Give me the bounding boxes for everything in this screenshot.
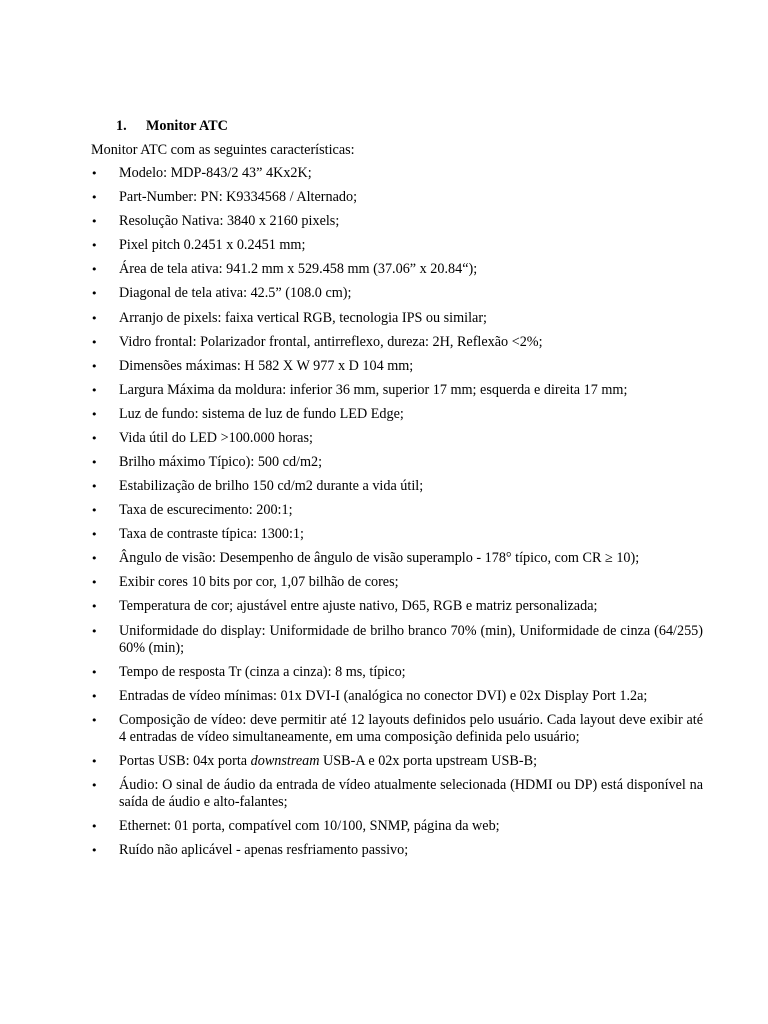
list-item (91, 261, 703, 278)
list-item (91, 237, 703, 254)
spec-text: Áudio: O sinal de áudio da entrada de vídeo atualmente selecionada (HDMI ou DP) está disponível na saída de áudio e alto-falantes; (119, 777, 703, 810)
list-item (91, 818, 703, 835)
list-item (91, 189, 703, 206)
bullet-icon: • (91, 755, 98, 768)
spec-text: Diagonal de tela ativa: 42.5” (108.0 cm); (119, 285, 352, 301)
bullet-icon: • (91, 714, 98, 727)
list-item (91, 777, 703, 811)
spec-text: Ângulo de visão: Desempenho de ângulo de visão superamplo - 178° típico, com CR ≥ 10); (119, 550, 640, 566)
bullet-icon: • (91, 384, 98, 397)
spec-text-usb (119, 753, 703, 770)
spec-text: Taxa de escurecimento: 200:1; (119, 502, 293, 518)
bullet-icon: • (91, 576, 98, 589)
list-item (91, 213, 703, 230)
bullet-icon: • (91, 552, 98, 565)
spec-text: Estabilização de brilho 150 cd/m2 durante a vida útil; (119, 478, 424, 494)
bullet-icon: • (91, 844, 98, 857)
list-item (91, 358, 703, 375)
list-item (91, 454, 703, 471)
bullet-icon: • (91, 480, 98, 493)
list-item (91, 310, 703, 327)
list-item (91, 688, 703, 705)
list-item (91, 430, 703, 447)
spec-text: Entradas de vídeo mínimas: 01x DVI-I (analógica no conector DVI) e 02x Display Port 1.2a; (119, 688, 648, 704)
bullet-icon: • (91, 263, 98, 276)
list-item (91, 574, 703, 591)
bullet-icon: • (91, 167, 98, 180)
spec-text: Resolução Nativa: 3840 x 2160 pixels; (119, 213, 340, 229)
spec-text: Uniformidade do display: Uniformidade de brilho branco 70% (min), Uniformidade de cinza (64/255) 60% (min); (119, 623, 703, 656)
spec-text: Taxa de contraste típica: 1300:1; (119, 526, 304, 542)
spec-text: Dimensões máximas: H 582 X W 977 x D 104 mm; (119, 358, 414, 374)
spec-text: Ruído não aplicável - apenas resfriamento passivo; (119, 842, 409, 858)
section-number: 1. (116, 118, 127, 134)
spec-text: Temperatura de cor; ajustável entre ajuste nativo, D65, RGB e matriz personalizada; (119, 598, 598, 614)
list-item (91, 334, 703, 351)
list-item (91, 598, 703, 615)
bullet-icon: • (91, 600, 98, 613)
bullet-icon: • (91, 779, 98, 792)
list-item (91, 712, 703, 746)
list-item (91, 478, 703, 495)
spec-text: Tempo de resposta Tr (cinza a cinza): 8 ms, típico; (119, 664, 406, 680)
bullet-icon: • (91, 287, 98, 300)
bullet-icon: • (91, 360, 98, 373)
list-item (91, 502, 703, 519)
usb-text-emphasis: downstream (250, 753, 320, 769)
bullet-icon: • (91, 625, 98, 638)
bullet-icon: • (91, 312, 98, 325)
bullet-icon: • (91, 432, 98, 445)
bullet-icon: • (91, 820, 98, 833)
bullet-icon: • (91, 666, 98, 679)
list-item (91, 526, 703, 543)
bullet-icon: • (91, 528, 98, 541)
bullet-icon: • (91, 191, 98, 204)
list-item (91, 664, 703, 681)
spec-text: Modelo: MDP-843/2 43” 4Kx2K; (119, 165, 312, 181)
bullet-icon: • (91, 336, 98, 349)
list-item (91, 842, 703, 859)
section-title: Monitor ATC (146, 118, 228, 134)
usb-text-before: Portas USB: 04x porta (119, 753, 251, 769)
spec-text: Pixel pitch 0.2451 x 0.2451 mm; (119, 237, 306, 253)
list-item (91, 165, 703, 182)
spec-text: Composição de vídeo: deve permitir até 12 layouts definidos pelo usuário. Cada layout deve exibir até 4 entradas de vídeo simultaneamente, em uma composição definida pelo usuário; (119, 712, 703, 745)
spec-text: Part-Number: PN: K9334568 / Alternado; (119, 189, 358, 205)
list-item (91, 285, 703, 302)
list-item (91, 623, 703, 657)
spec-text: Vidro frontal: Polarizador frontal, antirreflexo, dureza: 2H, Reflexão <2%; (119, 334, 543, 350)
list-item (91, 406, 703, 423)
spec-text: Arranjo de pixels: faixa vertical RGB, tecnologia IPS ou similar; (119, 310, 488, 326)
spec-text: Área de tela ativa: 941.2 mm x 529.458 mm (37.06” x 20.84“); (119, 261, 478, 277)
bullet-icon: • (91, 504, 98, 517)
bullet-icon: • (91, 456, 98, 469)
spec-text: Exibir cores 10 bits por cor, 1,07 bilhão de cores; (119, 574, 399, 590)
section-intro: Monitor ATC com as seguintes características: (91, 142, 355, 158)
bullet-icon: • (91, 408, 98, 421)
bullet-icon: • (91, 215, 98, 228)
spec-text: Brilho máximo Típico): 500 cd/m2; (119, 454, 323, 470)
spec-text: Vida útil do LED >100.000 horas; (119, 430, 313, 446)
spec-text: Luz de fundo: sistema de luz de fundo LED Edge; (119, 406, 404, 422)
list-item (91, 382, 703, 399)
usb-text-after: USB-A e 02x porta upstream USB-B; (319, 753, 538, 769)
bullet-icon: • (91, 239, 98, 252)
list-item (91, 550, 703, 567)
list-item (91, 753, 703, 770)
spec-text: Largura Máxima da moldura: inferior 36 mm, superior 17 mm; esquerda e direita 17 mm; (119, 382, 628, 398)
bullet-icon: • (91, 690, 98, 703)
spec-text: Ethernet: 01 porta, compatível com 10/100, SNMP, página da web; (119, 818, 500, 834)
